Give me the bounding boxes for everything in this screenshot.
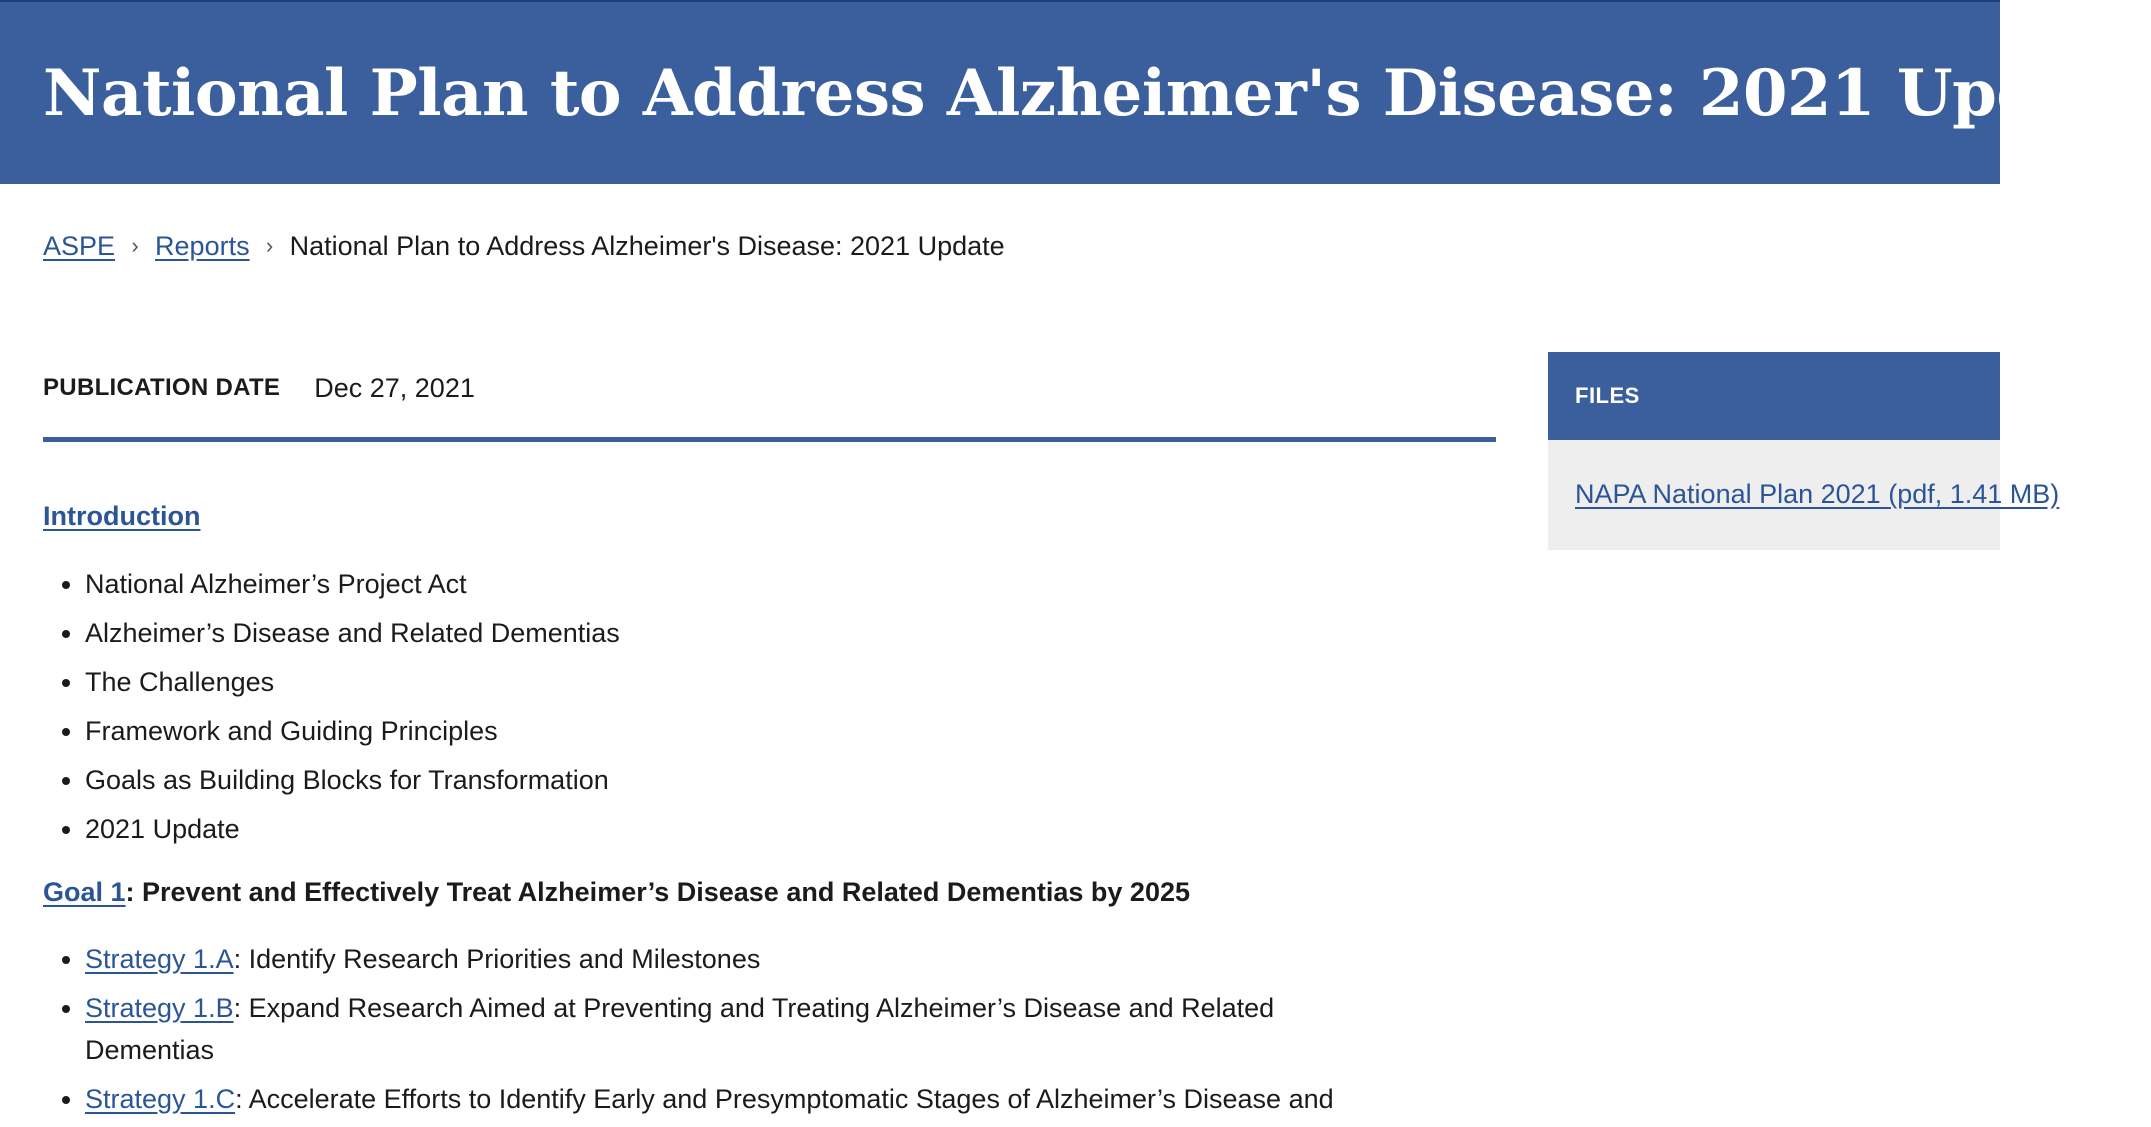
- strategy-item: [85, 1078, 1345, 1120]
- goal-1-heading: [43, 872, 1443, 912]
- strategy-1c-link[interactable]: Strategy 1.C: [85, 1084, 236, 1114]
- goal-1-strategy-list: [43, 938, 1345, 1120]
- main-content: [43, 496, 1443, 1127]
- chevron-right-icon: ›: [265, 233, 274, 258]
- list-item: • Alzheimer’s Disease and Related Dementias: [85, 609, 1443, 658]
- introduction-link[interactable]: Introduction: [43, 501, 201, 531]
- pdf-download-link[interactable]: NAPA National Plan 2021 (pdf, 1.41 MB): [1575, 479, 2060, 509]
- page-title: National Plan to Address Alzheimer's Disease: 2021 Update: [43, 56, 2151, 131]
- chevron-right-icon: ›: [131, 233, 139, 258]
- goal-1-link[interactable]: Goal 1: [43, 877, 126, 907]
- strategy-1b-link[interactable]: Strategy 1.B: [85, 993, 234, 1023]
- list-item: • National Alzheimer’s Project Act: [85, 560, 1443, 609]
- section-divider: [43, 437, 1496, 442]
- breadcrumb-current: National Plan to Address Alzheimer's Disease: 2021 Update: [289, 231, 1005, 261]
- publication-date-row: [43, 370, 475, 406]
- breadcrumb: [43, 228, 1005, 264]
- list-item: • The Challenges: [85, 658, 1443, 707]
- strategy-item: [85, 987, 1345, 1071]
- breadcrumb-link-aspe[interactable]: ASPE: [43, 231, 116, 261]
- strategy-1c-text: : Accelerate Efforts to Identify Early and Presymptomatic Stages of Alzheimer’s Disease and: [235, 1084, 1334, 1114]
- strategy-1a-link[interactable]: Strategy 1.A: [85, 944, 234, 974]
- publication-date-value: Dec 27, 2021: [314, 373, 475, 403]
- introduction-list: [43, 560, 1443, 854]
- strategy-1b-text: : Expand Research Aimed at Preventing and Treating Alzheimer’s Disease and Related Dementias: [85, 993, 1275, 1065]
- files-panel: [1548, 352, 2060, 550]
- list-item: • 2021 Update: [85, 805, 1443, 854]
- page-header-banner: [0, 0, 2151, 184]
- goal-1-title: : Prevent and Effectively Treat Alzheimer’s Disease and Related Dementias by 2025: [125, 877, 1190, 907]
- files-heading: FILES: [1548, 352, 2000, 440]
- list-item: • Framework and Guiding Principles: [85, 707, 1443, 756]
- strategy-1a-text: : Identify Research Priorities and Milestones: [233, 944, 761, 974]
- publication-date-label: PUBLICATION DATE: [43, 374, 281, 401]
- list-item: • Goals as Building Blocks for Transformation: [85, 756, 1443, 805]
- strategy-item: [85, 938, 1345, 980]
- breadcrumb-link-reports[interactable]: Reports: [155, 231, 250, 261]
